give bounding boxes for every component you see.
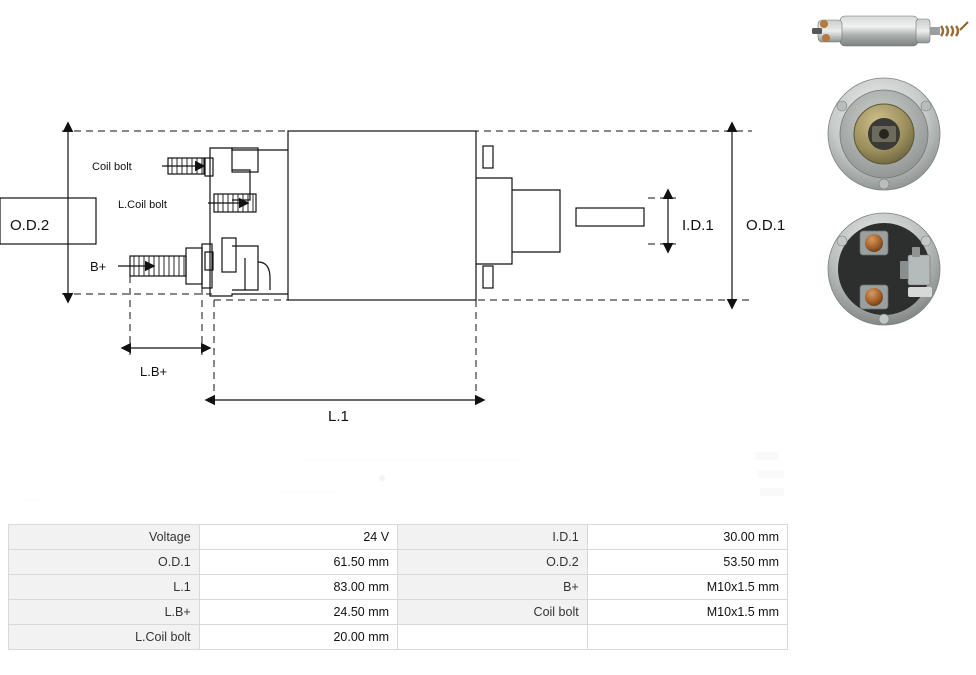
spec-value: 20.00 mm <box>199 625 397 650</box>
label-od2: O.D.2 <box>10 217 50 234</box>
rear-stud-a <box>205 158 213 176</box>
spec-value: 61.50 mm <box>199 550 397 575</box>
label-l1: L.1 <box>328 408 349 425</box>
table-row <box>9 550 788 575</box>
solenoid-body <box>288 131 476 300</box>
table-row <box>9 600 788 625</box>
bplus-nut <box>186 248 202 284</box>
spec-label: Coil bolt <box>398 600 588 625</box>
spec-label: I.D.1 <box>398 525 588 550</box>
top-terminal-block <box>232 148 258 172</box>
internal-detail-4 <box>258 262 270 290</box>
photo-solenoid-terminal-view <box>796 207 972 332</box>
front-stud-a <box>483 146 493 168</box>
spec-value: 30.00 mm <box>587 525 787 550</box>
faint-background-artifacts <box>0 440 976 520</box>
spec-value: M10x1.5 mm <box>587 600 787 625</box>
spec-label: B+ <box>398 575 588 600</box>
label-l-coil-bolt: L.Coil bolt <box>118 199 167 211</box>
spec-label: O.D.1 <box>9 550 200 575</box>
label-lbplus: L.B+ <box>140 364 168 379</box>
spec-value: 53.50 mm <box>587 550 787 575</box>
bplus-inner-stud <box>222 238 236 272</box>
spec-label: L.1 <box>9 575 200 600</box>
label-coil-bolt: Coil bolt <box>92 161 132 173</box>
spec-label: L.B+ <box>9 600 200 625</box>
table-row <box>9 625 788 650</box>
front-stud-b <box>483 266 493 288</box>
label-id1: I.D.1 <box>682 217 714 234</box>
spec-value: 24 V <box>199 525 397 550</box>
table-row <box>9 525 788 550</box>
spec-empty-cell <box>587 625 787 650</box>
spec-label: O.D.2 <box>398 550 588 575</box>
front-housing <box>476 178 512 264</box>
spec-value: 83.00 mm <box>199 575 397 600</box>
label-bplus: B+ <box>90 259 107 274</box>
spec-empty-cell <box>398 625 588 650</box>
specification-table <box>8 524 788 650</box>
spec-value: 24.50 mm <box>199 600 397 625</box>
plunger-slot <box>576 208 644 226</box>
photo-solenoid-front-view <box>796 72 972 197</box>
spec-label: L.Coil bolt <box>9 625 200 650</box>
plunger-collar <box>512 190 560 252</box>
label-od1: O.D.1 <box>746 217 786 234</box>
spec-label: Voltage <box>9 525 200 550</box>
internal-detail-1 <box>232 170 250 200</box>
table-row <box>9 575 788 600</box>
spec-value: M10x1.5 mm <box>587 575 787 600</box>
photo-solenoid-side-view <box>796 2 972 64</box>
